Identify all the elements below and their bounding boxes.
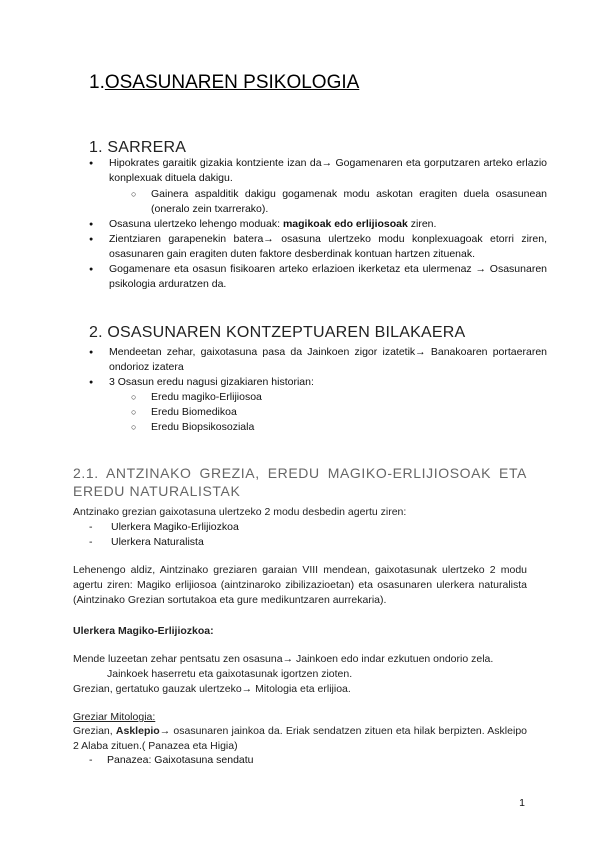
list-item: ● Zientziaren garapenekin batera→ osasuna ulertzeko modu konplexuagoak etorri ziren, osasunaren gain eragiten duten faktore desberdinak kontuan hartzen zituenak. — [89, 232, 547, 262]
page-title — [89, 72, 359, 94]
section-2-heading: 2. OSASUNAREN KONTZEPTUAREN BILAKAERA — [89, 324, 466, 341]
list-item-dash: - Ulerkera Naturalista — [89, 535, 204, 550]
intro-text: Antzinako grezian gaixotasuna ulertzeko 2 modu desbedin agertu ziren: — [73, 506, 407, 518]
subheading: Ulerkera Magiko-Erlijiozkoa: — [73, 625, 214, 637]
paragraph: Lehenengo aldiz, Aintzinako greziaren garaian VIII mendean, gaixotasunak ulertzeko 2 modu agertu ziren: Magiko erlijiosoa (aintzinaroko zibilizazioetan) eta osasunaren ulerkera naturalista (Aintzinako Grezian sortutakoa eta gure medikuntzaren aurrekaria). — [73, 564, 527, 606]
list-item-sub: ○ Eredu Biopsikosoziala — [131, 420, 547, 435]
text-line: Mende luzeetan zehar pentsatu zen osasuna→ Jainkoen edo indar ezkutuen ondorio zela. — [73, 653, 494, 665]
title-text: OSASUNAREN PSIKOLOGIA — [104, 72, 360, 93]
text-line: Grezian, gertatuko gauzak ulertzeko→ Mitologia eta erlijioa. — [73, 683, 351, 695]
title-number: 1. — [89, 72, 105, 93]
list-item: ● Mendeetan zehar, gaixotasuna pasa da Jainkoen zigor izatetik→ Banakoaren portaeraren ondorioz izatera — [89, 345, 547, 375]
list-item-dash: - Ulerkera Magiko-Erlijiozkoa — [89, 520, 239, 535]
section-1-heading: 1. SARRERA — [89, 139, 187, 156]
list-item: ● Osasuna ulertzeko lehengo moduak: magikoak edo erlijiosoak ziren. — [89, 217, 547, 232]
list-item-sub: ○ Eredu magiko-Erlijiosoa — [131, 390, 547, 405]
page-number: 1 — [519, 797, 525, 809]
list-item: ● 3 Osasun eredu nagusi gizakiaren historian: — [89, 375, 547, 390]
list-item-sub: ○ Eredu Biomedikoa — [131, 405, 547, 420]
list-item-dash: - Panazea: Gaixotasuna sendatu — [89, 753, 254, 768]
text-line: Jainkoek haserretu eta gaixotasunak igortzen zioten. — [107, 668, 353, 680]
paragraph: Grezian, Asklepio→ osasunaren jainkoa da. Eriak sendatzen zituen eta hilak berpizten. Askleipo 2 Alaba zituen.( Panazea eta Higia) — [73, 725, 527, 752]
list-item: ● Hipokrates garaitik gizakia kontziente izan da→ Gogamenaren eta gorputzaren arteko erlazio konplexuak dituela dakigu. — [89, 156, 547, 186]
list-item-sub: ○ Gainera aspalditik dakigu gogamenak modu askotan eragiten duela osasunean (oneralo zein txarrerako). — [131, 187, 547, 217]
section-2-1-heading: 2.1. ANTZINAKO GREZIA, EREDU MAGIKO-ERLIJIOSOAK ETA EREDU NATURALISTAK — [73, 465, 527, 499]
myth-label: Greziar Mitologia: — [73, 711, 156, 723]
list-item: ● Gogamenare eta osasun fisikoaren arteko erlazioen ikerketaz eta ulermenaz → Osasunaren psikologia arduratzen da. — [89, 262, 547, 292]
